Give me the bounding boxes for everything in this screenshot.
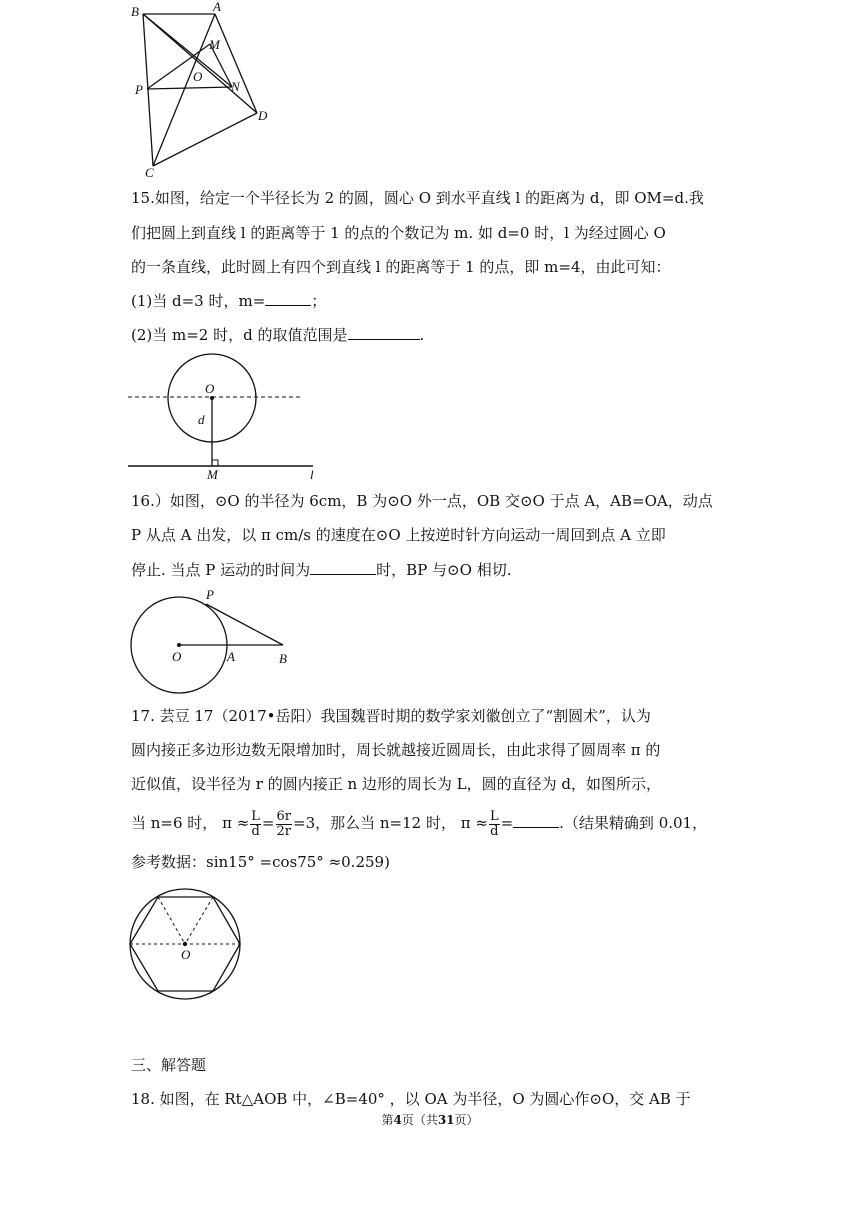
fraction-denominator: d: [251, 823, 260, 839]
q17-line-2: 圆内接正多边形边数无限增加时，周长就越接近圆周长，由此求得了圆周率 π 的: [131, 741, 661, 759]
figure-circle-tangent: [128, 586, 298, 698]
q15-sub-question-1: [131, 290, 326, 312]
fraction-numerator: L: [489, 808, 499, 824]
footer-suffix: 页）: [454, 1113, 479, 1127]
figure-circle-and-line: [128, 348, 328, 484]
q15-line-2: 们把圆上到直线 l 的距离等于 1 的点的个数记为 m. 如 d=0 时，l 为经过圆心 O: [131, 224, 666, 242]
q15-line-1: 15.如图，给定一个半径长为 2 的圆，圆心 O 到水平直线 l 的距离为 d，即 OM=d.我: [131, 189, 704, 207]
q15-line-3: 的一条直线，此时圆上有四个到直线 l 的距离等于 1 的点，即 m=4，由此可知：: [131, 258, 671, 276]
fraction-denominator: d: [490, 823, 499, 839]
fig15-label-M: M: [207, 467, 218, 482]
figure-quadrilateral: [125, 0, 275, 182]
answer-blank-q15-1[interactable]: [265, 290, 311, 306]
fig16-label-O: O: [172, 649, 182, 664]
equals-sign-2: =: [500, 814, 514, 832]
q17-line-3: 近似值，设半径为 r 的圆内接正 n 边形的周长为 L，圆的直径为 d，如图所示，: [131, 775, 662, 793]
section-heading: 三、解答题: [131, 1056, 207, 1074]
answer-blank-q17[interactable]: [513, 812, 559, 828]
q16-line3-text: 停止. 当点 P 运动的时间为: [131, 561, 311, 579]
page-footer: [0, 1111, 860, 1128]
fig14-label-O: O: [193, 69, 203, 84]
fraction-L-over-d: [250, 810, 261, 839]
footer-total-pages: 31: [437, 1113, 455, 1127]
fraction-L-over-d-2: [489, 810, 500, 839]
fraction-6r-over-2r: [276, 810, 293, 839]
footer-prefix: 第: [381, 1113, 394, 1127]
fig14-label-C: C: [145, 165, 154, 180]
fig14-label-A: A: [213, 0, 221, 14]
q18-line-1: 18. 如图，在 Rt△AOB 中，∠B=40° ，以 OA 为半径，O 为圆心作⊙O，交 AB 于: [131, 1090, 691, 1108]
fig16-label-B: B: [279, 651, 287, 666]
q16-line3-suffix: 时，BP 与⊙O 相切.: [376, 561, 512, 579]
q17-line4-text-a: 当 n=6 时， π ≈: [131, 814, 250, 832]
q16-line-2: P 从点 A 出发，以 π cm/s 的速度在⊙O 上按逆时针方向运动一周回到点 A 立即: [131, 526, 666, 544]
fig16-label-A: A: [227, 649, 235, 664]
q15-sub-question-2: [131, 324, 424, 346]
answer-blank-q16[interactable]: [310, 559, 376, 575]
q16-line-1: 16.）如图，⊙O 的半径为 6cm，B 为⊙O 外一点，OB 交⊙O 于点 A，AB=OA，动点: [131, 492, 713, 510]
fig14-label-D: D: [258, 108, 268, 123]
q17-line-4: [131, 807, 707, 839]
fig15-label-O: O: [205, 381, 215, 396]
footer-page-number: 4: [393, 1113, 402, 1127]
q17-line4-text-b: =3，那么当 n=12 时， π ≈: [293, 814, 488, 832]
fig14-label-B: B: [131, 4, 139, 19]
q17-line-1: 17. 芸豆 17（2017•岳阳）我国魏晋时期的数学家刘徽创立了“割圆术”，认为: [131, 707, 651, 725]
answer-blank-q15-2[interactable]: [348, 324, 420, 340]
q15-sub1-text: (1)当 d=3 时，m=: [131, 292, 266, 310]
q15-sub1-suffix: ；: [311, 292, 327, 310]
q17-line-5: 参考数据：sin15° =cos75° ≈0.259): [131, 853, 390, 871]
footer-middle: 页（共: [401, 1113, 438, 1127]
fraction-denominator: 2r: [276, 823, 291, 839]
figure-inscribed-hexagon: [128, 886, 248, 1004]
q15-sub2-text: (2)当 m=2 时，d 的取值范围是: [131, 326, 348, 344]
fig14-label-N: N: [231, 79, 240, 94]
fig16-label-P: P: [206, 587, 214, 602]
fig15-label-l: l: [310, 467, 314, 482]
fig17-label-O: O: [181, 947, 191, 962]
fig14-label-P: P: [135, 82, 143, 97]
fig15-label-d: d: [198, 412, 205, 427]
q17-line4-text-d: .（结果精确到 0.01，: [559, 814, 708, 832]
q15-sub2-suffix: .: [419, 326, 425, 344]
fig14-label-M: M: [209, 37, 220, 52]
fraction-numerator: 6r: [276, 808, 291, 824]
equals-sign: =: [261, 814, 275, 832]
fraction-numerator: L: [251, 808, 260, 824]
q16-line-3: [131, 559, 511, 581]
